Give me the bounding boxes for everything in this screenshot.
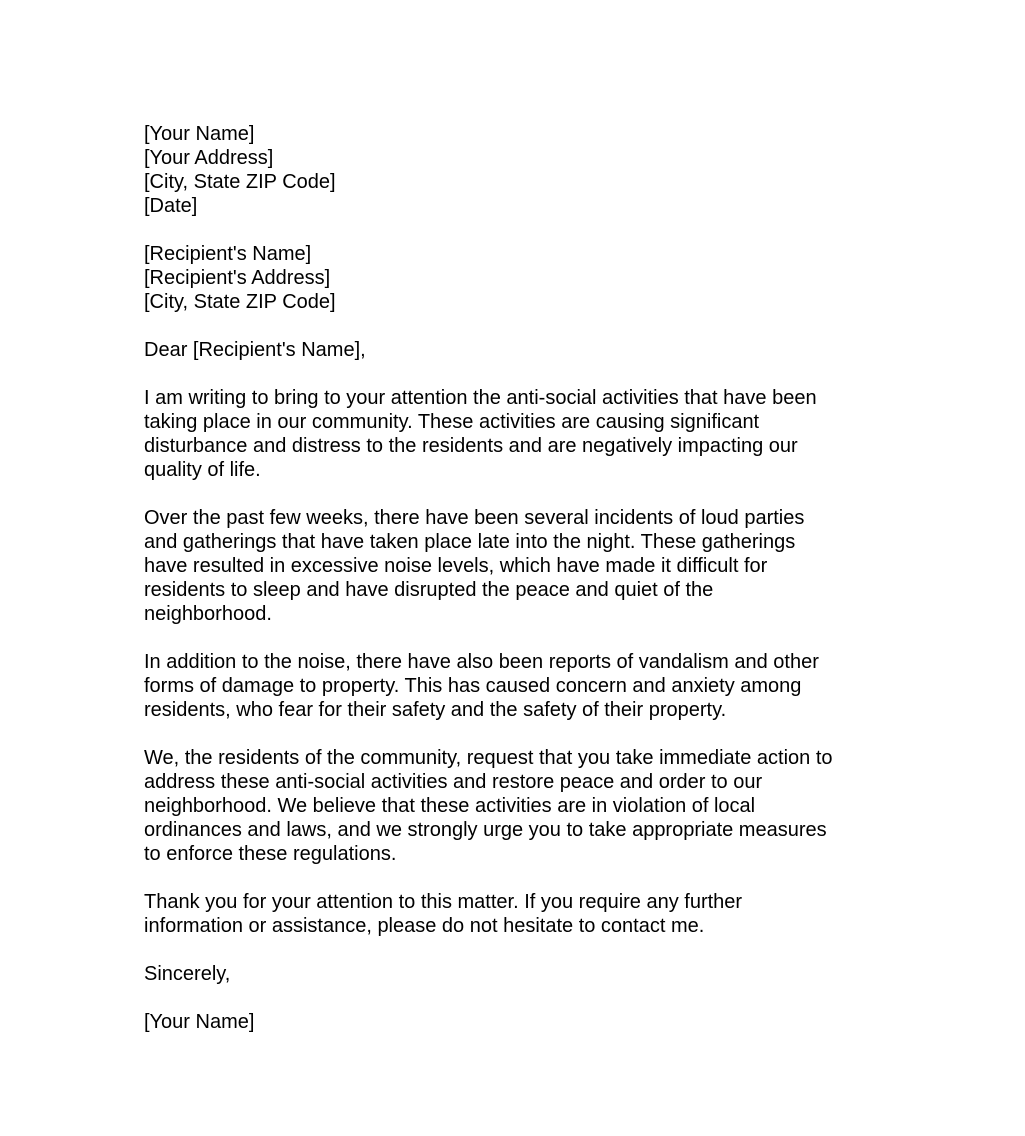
paragraph-line: taking place in our community. These activities are causing significant — [144, 411, 760, 433]
paragraph-line: Over the past few weeks, there have been several incidents of loud parties — [144, 507, 805, 529]
body-paragraph-4 — [144, 746, 869, 866]
paragraph-line: forms of damage to property. This has caused concern and anxiety among — [144, 675, 802, 697]
letter-date: [Date] — [144, 195, 198, 217]
body-paragraph-3 — [144, 650, 869, 722]
paragraph-line: information or assistance, please do not hesitate to contact me. — [144, 915, 705, 937]
paragraph-line: residents, who fear for their safety and the safety of their property. — [144, 699, 727, 721]
signature-name: [Your Name] — [144, 1011, 255, 1033]
paragraph-line: ordinances and laws, and we strongly urge you to take appropriate measures — [144, 819, 827, 841]
body-paragraph-2 — [144, 506, 869, 626]
paragraph-line: We, the residents of the community, request that you take immediate action to — [144, 747, 833, 769]
paragraph-line: address these anti-social activities and restore peace and order to our — [144, 771, 763, 793]
salutation: Dear [Recipient's Name], — [144, 339, 366, 361]
paragraph-line: have resulted in excessive noise levels, which have made it difficult for — [144, 555, 768, 577]
letter-body — [144, 386, 904, 938]
body-paragraph-5 — [144, 890, 869, 938]
sender-block — [144, 122, 904, 218]
paragraph-line: to enforce these regulations. — [144, 843, 397, 865]
recipient-block — [144, 242, 904, 314]
signature-block — [144, 1010, 904, 1034]
sender-city-state-zip: [City, State ZIP Code] — [144, 171, 336, 193]
recipient-name: [Recipient's Name] — [144, 243, 312, 265]
paragraph-line: In addition to the noise, there have also been reports of vandalism and other — [144, 651, 819, 673]
paragraph-line: I am writing to bring to your attention the anti-social activities that have been — [144, 387, 817, 409]
sender-address: [Your Address] — [144, 147, 274, 169]
recipient-city-state-zip: [City, State ZIP Code] — [144, 291, 336, 313]
salutation-block — [144, 338, 904, 362]
closing-block — [144, 962, 904, 986]
body-paragraph-1 — [144, 386, 869, 482]
paragraph-line: disturbance and distress to the residents and are negatively impacting our — [144, 435, 798, 457]
paragraph-line: neighborhood. — [144, 603, 272, 625]
closing: Sincerely, — [144, 963, 231, 985]
paragraph-line: and gatherings that have taken place late into the night. These gatherings — [144, 531, 796, 553]
paragraph-line: quality of life. — [144, 459, 261, 481]
sender-name: [Your Name] — [144, 123, 255, 145]
paragraph-line: residents to sleep and have disrupted the peace and quiet of the — [144, 579, 714, 601]
paragraph-line: Thank you for your attention to this matter. If you require any further — [144, 891, 743, 913]
paragraph-line: neighborhood. We believe that these activities are in violation of local — [144, 795, 756, 817]
recipient-address: [Recipient's Address] — [144, 267, 331, 289]
letter-page — [144, 122, 904, 1034]
